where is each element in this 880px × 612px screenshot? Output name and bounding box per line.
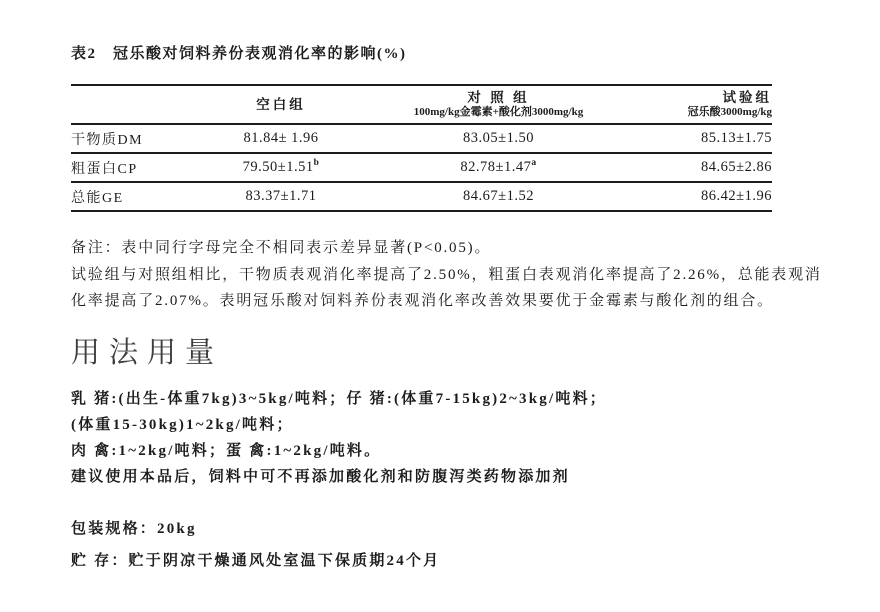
digestibility-table xyxy=(71,84,772,212)
cell-blank-group xyxy=(181,153,381,182)
table-row-gross-energy xyxy=(71,182,772,211)
cell-control-group xyxy=(381,182,616,211)
column-header-label: 对 照 组 xyxy=(467,90,530,105)
column-header-blank-group xyxy=(181,85,381,124)
row-label: 粗蛋白CP xyxy=(71,161,138,177)
note-remark: 备注：表中同行字母完全不相同表示差异显著(P<0.05)。 xyxy=(71,240,492,256)
dosage-line-recommendation: 建议使用本品后，饲料中可不再添加酸化剂和防腹泻类药物添加剂 xyxy=(71,468,570,485)
cell-value: 79.50±1.51 xyxy=(242,159,314,175)
column-header-trial-group xyxy=(616,85,772,124)
cell-superscript: b xyxy=(313,158,320,169)
table-header xyxy=(71,85,772,124)
table-notes xyxy=(71,235,823,315)
cell-value: 86.42±1.96 xyxy=(701,188,772,204)
table-header-row xyxy=(71,85,772,124)
cell-value: 81.84± 1.96 xyxy=(243,130,319,146)
cell-control-group xyxy=(381,153,616,182)
dosage-line-poultry: 肉 禽:1~2kg/吨料；蛋 禽:1~2kg/吨料。 xyxy=(71,442,382,459)
cell-value: 83.37±1.71 xyxy=(245,188,317,204)
packaging-spec: 包装规格：20kg xyxy=(71,520,197,537)
cell-trial-group xyxy=(616,124,772,153)
table-row-dry-matter xyxy=(71,124,772,153)
column-header-label: 空白组 xyxy=(256,96,306,112)
row-label: 干物质DM xyxy=(71,132,144,148)
row-label: 总能GE xyxy=(71,190,124,206)
cell-value: 84.65±2.86 xyxy=(701,159,772,175)
cell-value: 85.13±1.75 xyxy=(701,130,772,146)
cell-superscript: a xyxy=(531,158,537,169)
dosage-line-weaner: (体重15-30kg)1~2kg/吨料； xyxy=(71,416,294,433)
cell-value: 84.67±1.52 xyxy=(463,188,534,204)
cell-control-group xyxy=(381,124,616,153)
cell-trial-group xyxy=(616,153,772,182)
table-caption: 表2 冠乐酸对饲料养份表观消化率的影响(%) xyxy=(71,46,407,62)
cell-blank-group xyxy=(181,182,381,211)
column-header-control-group xyxy=(381,85,616,124)
column-header-empty xyxy=(71,85,181,124)
table-row-crude-protein xyxy=(71,153,772,182)
section-heading-dosage: 用法用量 xyxy=(71,336,224,369)
document-content xyxy=(71,0,823,574)
column-header-sublabel: 100mg/kg金霉素+酸化剂3000mg/kg xyxy=(413,106,584,118)
storage-instructions: 贮 存：贮于阴凉干燥通风处室温下保质期24个月 xyxy=(71,552,441,569)
note-analysis: 试验组与对照组相比，干物质表观消化率提高了2.50%，粗蛋白表观消化率提高了2.26%，总能表观消化率提高了2.07%。表明冠乐酸对饲料养份表观消化率改善效果要优于金霉素与酸化剂的组合。 xyxy=(71,266,822,309)
column-header-sublabel: 冠乐酸3000mg/kg xyxy=(687,106,772,118)
cell-value: 83.05±1.50 xyxy=(463,130,534,146)
dosage-line-piglet: 乳 猪:(出生-体重7kg)3~5kg/吨料；仔 猪:(体重7-15kg)2~3kg/吨料； xyxy=(71,390,607,407)
column-header-label: 试验组 xyxy=(722,90,772,105)
cell-value: 82.78±1.47 xyxy=(460,159,532,175)
cell-trial-group xyxy=(616,182,772,211)
table-body xyxy=(71,124,772,211)
dosage-instructions xyxy=(71,386,823,490)
cell-blank-group xyxy=(181,124,381,153)
